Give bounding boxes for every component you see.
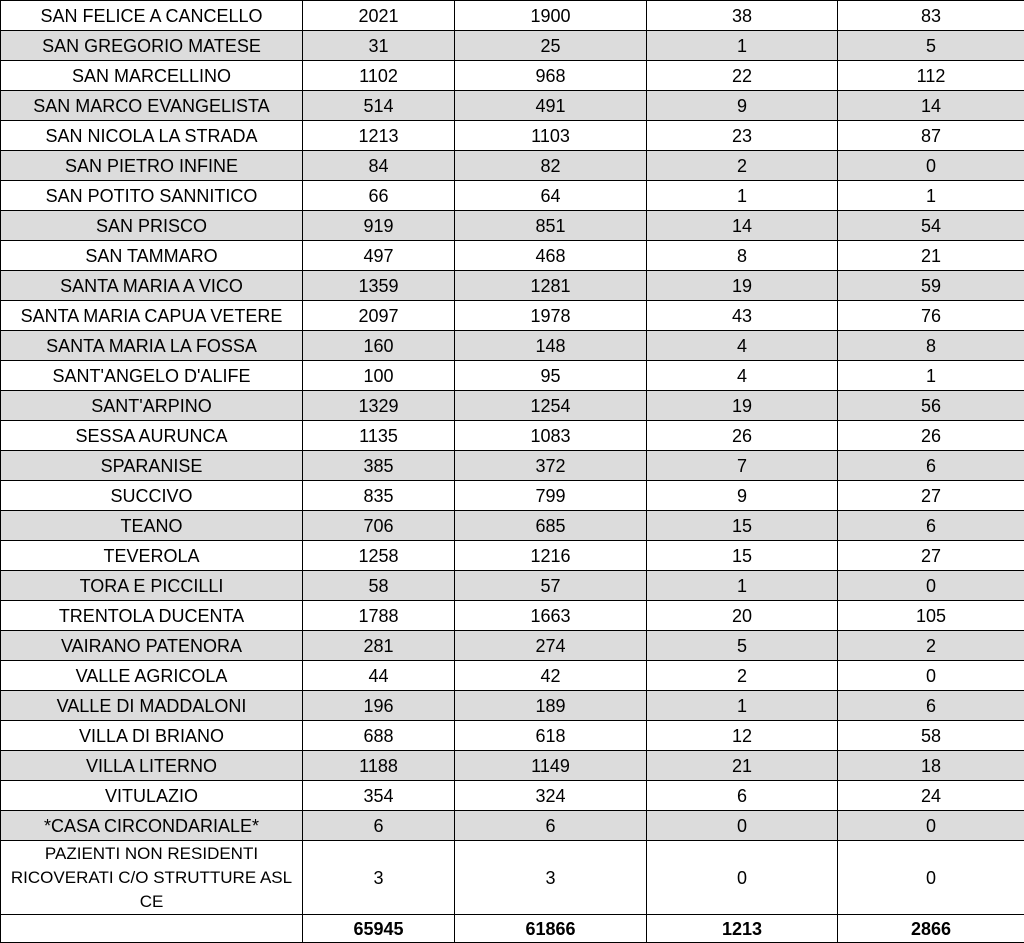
- active-cell: 59: [838, 271, 1024, 301]
- active-cell: 54: [838, 211, 1024, 241]
- recovered-cell: 1149: [455, 751, 647, 781]
- municipality-cell: *CASA CIRCONDARIALE*: [1, 811, 303, 841]
- table-body: [1, 1, 1024, 943]
- total-cases-cell: 1359: [303, 271, 455, 301]
- municipality-cell: SANT'ARPINO: [1, 391, 303, 421]
- municipality-cell: TORA E PICCILLI: [1, 571, 303, 601]
- totals-row: [1, 915, 1024, 943]
- deaths-cell: 0: [647, 811, 838, 841]
- total-cases-cell: 1213: [303, 121, 455, 151]
- total-cases-cell: 497: [303, 241, 455, 271]
- municipality-cell: VALLE AGRICOLA: [1, 661, 303, 691]
- recovered-cell: 799: [455, 481, 647, 511]
- deaths-cell: 5: [647, 631, 838, 661]
- municipality-cell: TRENTOLA DUCENTA: [1, 601, 303, 631]
- table-row: [1, 541, 1024, 571]
- recovered-cell: 1978: [455, 301, 647, 331]
- recovered-cell: 57: [455, 571, 647, 601]
- table-row: [1, 181, 1024, 211]
- recovered-cell: 274: [455, 631, 647, 661]
- table-row: [1, 571, 1024, 601]
- municipality-cell: SAN TAMMARO: [1, 241, 303, 271]
- recovered-cell: 468: [455, 241, 647, 271]
- active-cell: 0: [838, 151, 1024, 181]
- municipality-cell: TEANO: [1, 511, 303, 541]
- deaths-cell: 8: [647, 241, 838, 271]
- municipality-cell: SAN NICOLA LA STRADA: [1, 121, 303, 151]
- table-row: [1, 31, 1024, 61]
- total-cases-sum-cell: 65945: [303, 915, 455, 943]
- active-cell: 27: [838, 541, 1024, 571]
- recovered-cell: 1900: [455, 1, 647, 31]
- recovered-cell: 1663: [455, 601, 647, 631]
- table-row: [1, 781, 1024, 811]
- total-cases-cell: 1135: [303, 421, 455, 451]
- active-cell: 24: [838, 781, 1024, 811]
- municipality-cell: VILLA LITERNO: [1, 751, 303, 781]
- table-row: [1, 91, 1024, 121]
- table-row: [1, 1, 1024, 31]
- total-cases-cell: 44: [303, 661, 455, 691]
- active-cell: 21: [838, 241, 1024, 271]
- municipality-cell: SESSA AURUNCA: [1, 421, 303, 451]
- active-sum-cell: 2866: [838, 915, 1024, 943]
- active-cell: 112: [838, 61, 1024, 91]
- table-row: [1, 241, 1024, 271]
- active-cell: 76: [838, 301, 1024, 331]
- municipality-cell: SAN POTITO SANNITICO: [1, 181, 303, 211]
- recovered-cell: 618: [455, 721, 647, 751]
- deaths-cell: 38: [647, 1, 838, 31]
- total-cases-cell: 2097: [303, 301, 455, 331]
- total-cases-cell: 706: [303, 511, 455, 541]
- active-cell: 2: [838, 631, 1024, 661]
- table-row: [1, 271, 1024, 301]
- total-cases-cell: 58: [303, 571, 455, 601]
- table-row: [1, 631, 1024, 661]
- municipality-cell: PAZIENTI NON RESIDENTI RICOVERATI C/O STRUTTURE ASL CE: [1, 841, 303, 915]
- deaths-cell: 6: [647, 781, 838, 811]
- active-cell: 14: [838, 91, 1024, 121]
- recovered-cell: 851: [455, 211, 647, 241]
- deaths-cell: 12: [647, 721, 838, 751]
- municipality-cell: SUCCIVO: [1, 481, 303, 511]
- deaths-cell: 9: [647, 481, 838, 511]
- deaths-cell: 7: [647, 451, 838, 481]
- total-cases-cell: 1329: [303, 391, 455, 421]
- municipality-cell: TEVEROLA: [1, 541, 303, 571]
- deaths-cell: 2: [647, 151, 838, 181]
- deaths-cell: 1: [647, 571, 838, 601]
- active-cell: 0: [838, 661, 1024, 691]
- recovered-sum-cell: 61866: [455, 915, 647, 943]
- table-row: [1, 661, 1024, 691]
- active-cell: 6: [838, 451, 1024, 481]
- table-row: [1, 751, 1024, 781]
- active-cell: 6: [838, 511, 1024, 541]
- municipality-cell: SANTA MARIA A VICO: [1, 271, 303, 301]
- total-cases-cell: 196: [303, 691, 455, 721]
- recovered-cell: 324: [455, 781, 647, 811]
- table-row: [1, 811, 1024, 841]
- municipality-cell: SAN PIETRO INFINE: [1, 151, 303, 181]
- recovered-cell: 42: [455, 661, 647, 691]
- active-cell: 87: [838, 121, 1024, 151]
- municipality-cell: VALLE DI MADDALONI: [1, 691, 303, 721]
- total-cases-cell: 1788: [303, 601, 455, 631]
- recovered-cell: 491: [455, 91, 647, 121]
- total-cases-cell: 835: [303, 481, 455, 511]
- total-cases-cell: 31: [303, 31, 455, 61]
- active-cell: 6: [838, 691, 1024, 721]
- table-row: [1, 841, 1024, 915]
- active-cell: 26: [838, 421, 1024, 451]
- total-cases-cell: 1258: [303, 541, 455, 571]
- table-row: [1, 301, 1024, 331]
- table-row: [1, 481, 1024, 511]
- deaths-cell: 14: [647, 211, 838, 241]
- active-cell: 1: [838, 181, 1024, 211]
- table-row: [1, 721, 1024, 751]
- total-cases-cell: 2021: [303, 1, 455, 31]
- recovered-cell: 25: [455, 31, 647, 61]
- deaths-cell: 15: [647, 511, 838, 541]
- table-row: [1, 121, 1024, 151]
- table-row: [1, 211, 1024, 241]
- municipality-cell: SAN MARCO EVANGELISTA: [1, 91, 303, 121]
- deaths-cell: 1: [647, 181, 838, 211]
- table-row: [1, 451, 1024, 481]
- active-cell: 18: [838, 751, 1024, 781]
- total-cases-cell: 688: [303, 721, 455, 751]
- municipality-cell: SAN GREGORIO MATESE: [1, 31, 303, 61]
- deaths-cell: 2: [647, 661, 838, 691]
- total-cases-cell: 354: [303, 781, 455, 811]
- table-row: [1, 61, 1024, 91]
- deaths-cell: 19: [647, 271, 838, 301]
- municipality-cell: SAN PRISCO: [1, 211, 303, 241]
- deaths-cell: 22: [647, 61, 838, 91]
- deaths-cell: 15: [647, 541, 838, 571]
- total-cases-cell: 84: [303, 151, 455, 181]
- active-cell: 58: [838, 721, 1024, 751]
- table-row: [1, 421, 1024, 451]
- active-cell: 105: [838, 601, 1024, 631]
- municipality-cell: SPARANISE: [1, 451, 303, 481]
- deaths-cell: 1: [647, 31, 838, 61]
- municipality-cell: SANT'ANGELO D'ALIFE: [1, 361, 303, 391]
- deaths-cell: 4: [647, 361, 838, 391]
- municipality-cell: SANTA MARIA CAPUA VETERE: [1, 301, 303, 331]
- recovered-cell: 1083: [455, 421, 647, 451]
- table-row: [1, 151, 1024, 181]
- total-cases-cell: 66: [303, 181, 455, 211]
- active-cell: 0: [838, 571, 1024, 601]
- recovered-cell: 1103: [455, 121, 647, 151]
- table-row: [1, 391, 1024, 421]
- totals-label-cell: [1, 915, 303, 943]
- municipality-cell: SANTA MARIA LA FOSSA: [1, 331, 303, 361]
- active-cell: 0: [838, 811, 1024, 841]
- municipality-cell: SAN FELICE A CANCELLO: [1, 1, 303, 31]
- table-row: [1, 361, 1024, 391]
- active-cell: 0: [838, 841, 1024, 915]
- table-row: [1, 331, 1024, 361]
- table-row: [1, 511, 1024, 541]
- total-cases-cell: 1102: [303, 61, 455, 91]
- deaths-cell: 43: [647, 301, 838, 331]
- active-cell: 83: [838, 1, 1024, 31]
- recovered-cell: 95: [455, 361, 647, 391]
- deaths-cell: 19: [647, 391, 838, 421]
- recovered-cell: 1254: [455, 391, 647, 421]
- recovered-cell: 3: [455, 841, 647, 915]
- deaths-cell: 0: [647, 841, 838, 915]
- active-cell: 1: [838, 361, 1024, 391]
- recovered-cell: 189: [455, 691, 647, 721]
- recovered-cell: 6: [455, 811, 647, 841]
- recovered-cell: 82: [455, 151, 647, 181]
- recovered-cell: 148: [455, 331, 647, 361]
- recovered-cell: 685: [455, 511, 647, 541]
- municipality-cell: SAN MARCELLINO: [1, 61, 303, 91]
- deaths-cell: 1: [647, 691, 838, 721]
- total-cases-cell: 1188: [303, 751, 455, 781]
- recovered-cell: 64: [455, 181, 647, 211]
- table-row: [1, 691, 1024, 721]
- recovered-cell: 1281: [455, 271, 647, 301]
- total-cases-cell: 385: [303, 451, 455, 481]
- deaths-cell: 20: [647, 601, 838, 631]
- deaths-cell: 26: [647, 421, 838, 451]
- deaths-cell: 9: [647, 91, 838, 121]
- active-cell: 27: [838, 481, 1024, 511]
- table-row: [1, 601, 1024, 631]
- deaths-cell: 23: [647, 121, 838, 151]
- municipality-cell: VILLA DI BRIANO: [1, 721, 303, 751]
- active-cell: 5: [838, 31, 1024, 61]
- active-cell: 8: [838, 331, 1024, 361]
- total-cases-cell: 3: [303, 841, 455, 915]
- recovered-cell: 372: [455, 451, 647, 481]
- municipality-cell: VAIRANO PATENORA: [1, 631, 303, 661]
- total-cases-cell: 160: [303, 331, 455, 361]
- total-cases-cell: 100: [303, 361, 455, 391]
- total-cases-cell: 514: [303, 91, 455, 121]
- total-cases-cell: 6: [303, 811, 455, 841]
- active-cell: 56: [838, 391, 1024, 421]
- total-cases-cell: 919: [303, 211, 455, 241]
- recovered-cell: 968: [455, 61, 647, 91]
- municipality-cell: VITULAZIO: [1, 781, 303, 811]
- deaths-cell: 4: [647, 331, 838, 361]
- deaths-cell: 21: [647, 751, 838, 781]
- deaths-sum-cell: 1213: [647, 915, 838, 943]
- recovered-cell: 1216: [455, 541, 647, 571]
- total-cases-cell: 281: [303, 631, 455, 661]
